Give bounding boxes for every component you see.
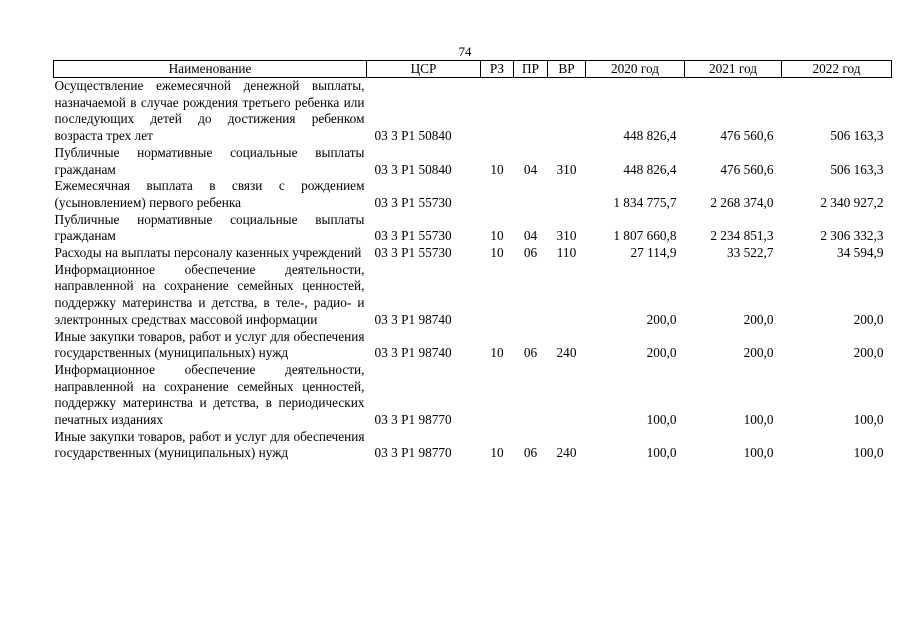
- cell-2022: 506 163,3: [830, 128, 884, 144]
- cell-name: Информационное обеспечение деятельности, направленной на сохранение семейных ценностей, поддержку материнства и детства, в теле-, радио- и электронных средствах массовой информации: [54, 261, 365, 327]
- cell-name: Расходы на выплаты персоналу казенных учреждений: [54, 245, 362, 261]
- table-row: [54, 262, 892, 329]
- cell-pr: [514, 362, 548, 429]
- cell-2021: 2 268 374,0: [710, 194, 774, 210]
- table-row: [54, 245, 892, 262]
- cell-csr: 03 3 P1 55730: [374, 228, 452, 244]
- header-name: Наименование: [54, 61, 367, 78]
- cell-2021: 100,0: [743, 445, 774, 461]
- cell-csr: 03 3 P1 50840: [374, 161, 452, 177]
- cell-2022: 34 594,9: [836, 245, 884, 261]
- cell-2020: 100,0: [646, 412, 677, 428]
- cell-2020: 100,0: [646, 445, 677, 461]
- cell-vr: 240: [556, 445, 577, 461]
- cell-pr: 04: [523, 161, 538, 177]
- table-row: [54, 178, 892, 211]
- table-row: [54, 362, 892, 429]
- cell-pr: 06: [523, 245, 538, 261]
- cell-vr: [548, 362, 586, 429]
- header-rz: РЗ: [481, 61, 514, 78]
- table-header: [54, 61, 892, 78]
- cell-2020: 448 826,4: [623, 161, 677, 177]
- header-2021: 2021 год: [685, 61, 782, 78]
- cell-name: Иные закупки товаров, работ и услуг для обеспечения государственных (муниципальных) нужд: [54, 328, 365, 361]
- budget-table: [53, 60, 892, 462]
- header-vr: ВР: [548, 61, 586, 78]
- header-csr: ЦСР: [367, 61, 481, 78]
- cell-rz: 10: [490, 345, 504, 361]
- cell-pr: [514, 178, 548, 211]
- cell-rz: 10: [490, 161, 504, 177]
- cell-2021: 200,0: [743, 311, 774, 327]
- table-row: [54, 78, 892, 145]
- table-row: [54, 329, 892, 362]
- cell-csr: 03 3 P1 50840: [374, 128, 452, 144]
- cell-vr: [548, 262, 586, 329]
- cell-vr: [548, 78, 586, 145]
- cell-2022: 2 340 927,2: [820, 194, 884, 210]
- cell-vr: 240: [556, 345, 577, 361]
- cell-vr: 310: [556, 228, 577, 244]
- cell-csr: 03 3 P1 55730: [374, 245, 452, 261]
- cell-name: Ежемесячная выплата в связи с рождением (усыновлением) первого ребенка: [54, 178, 365, 210]
- cell-2022: 506 163,3: [830, 161, 884, 177]
- table-row: [54, 429, 892, 462]
- cell-pr: 04: [523, 228, 538, 244]
- cell-csr: 03 3 P1 98740: [374, 311, 452, 327]
- header-2020: 2020 год: [586, 61, 685, 78]
- cell-2021: 476 560,6: [720, 128, 774, 144]
- cell-vr: 310: [556, 161, 577, 177]
- cell-pr: 06: [523, 445, 538, 461]
- cell-2020: 1 807 660,8: [613, 228, 677, 244]
- cell-pr: 06: [523, 345, 538, 361]
- cell-2020: 200,0: [646, 311, 677, 327]
- cell-csr: 03 3 P1 98770: [374, 412, 452, 428]
- cell-2022: 2 306 332,3: [820, 228, 884, 244]
- table-row: [54, 145, 892, 178]
- table-row: [54, 212, 892, 245]
- cell-2021: 100,0: [743, 412, 774, 428]
- cell-2022: 100,0: [853, 412, 884, 428]
- table-body: [54, 78, 892, 463]
- cell-csr: 03 3 P1 98770: [374, 445, 452, 461]
- cell-rz: [481, 362, 514, 429]
- cell-csr: 03 3 P1 55730: [374, 194, 452, 210]
- header-2022: 2022 год: [782, 61, 892, 78]
- cell-rz: [481, 178, 514, 211]
- cell-name: Публичные нормативные социальные выплаты гражданам: [54, 144, 365, 177]
- cell-name: Публичные нормативные социальные выплаты гражданам: [54, 211, 365, 244]
- cell-rz: 10: [490, 445, 504, 461]
- cell-name: Иные закупки товаров, работ и услуг для обеспечения государственных (муниципальных) нужд: [54, 428, 365, 461]
- cell-2020: 27 114,9: [630, 245, 677, 261]
- cell-rz: [481, 262, 514, 329]
- cell-2022: 200,0: [853, 345, 884, 361]
- cell-name: Информационное обеспечение деятельности, направленной на сохранение семейных ценностей, поддержку материнства и детства, в периодических печатных изданиях: [54, 361, 365, 428]
- cell-rz: 10: [490, 245, 504, 261]
- cell-2021: 200,0: [743, 345, 774, 361]
- cell-rz: [481, 78, 514, 145]
- cell-2021: 2 234 851,3: [710, 228, 774, 244]
- cell-2020: 1 834 775,7: [613, 194, 677, 210]
- cell-csr: 03 3 P1 98740: [374, 345, 452, 361]
- cell-2022: 100,0: [853, 445, 884, 461]
- cell-pr: [514, 262, 548, 329]
- cell-2020: 200,0: [646, 345, 677, 361]
- cell-2022: 200,0: [853, 311, 884, 327]
- cell-2021: 33 522,7: [726, 245, 774, 261]
- cell-name: Осуществление ежемесячной денежной выплаты, назначаемой в случае рождения третьего ребенка или последующих детей до достижения ребенком возраста трех лет: [54, 78, 365, 144]
- cell-vr: [548, 178, 586, 211]
- cell-2020: 448 826,4: [623, 128, 677, 144]
- page-number: 74: [458, 44, 472, 59]
- cell-2021: 476 560,6: [720, 161, 774, 177]
- cell-vr: 110: [556, 245, 577, 261]
- cell-rz: 10: [490, 228, 504, 244]
- cell-pr: [514, 78, 548, 145]
- header-pr: ПР: [514, 61, 548, 78]
